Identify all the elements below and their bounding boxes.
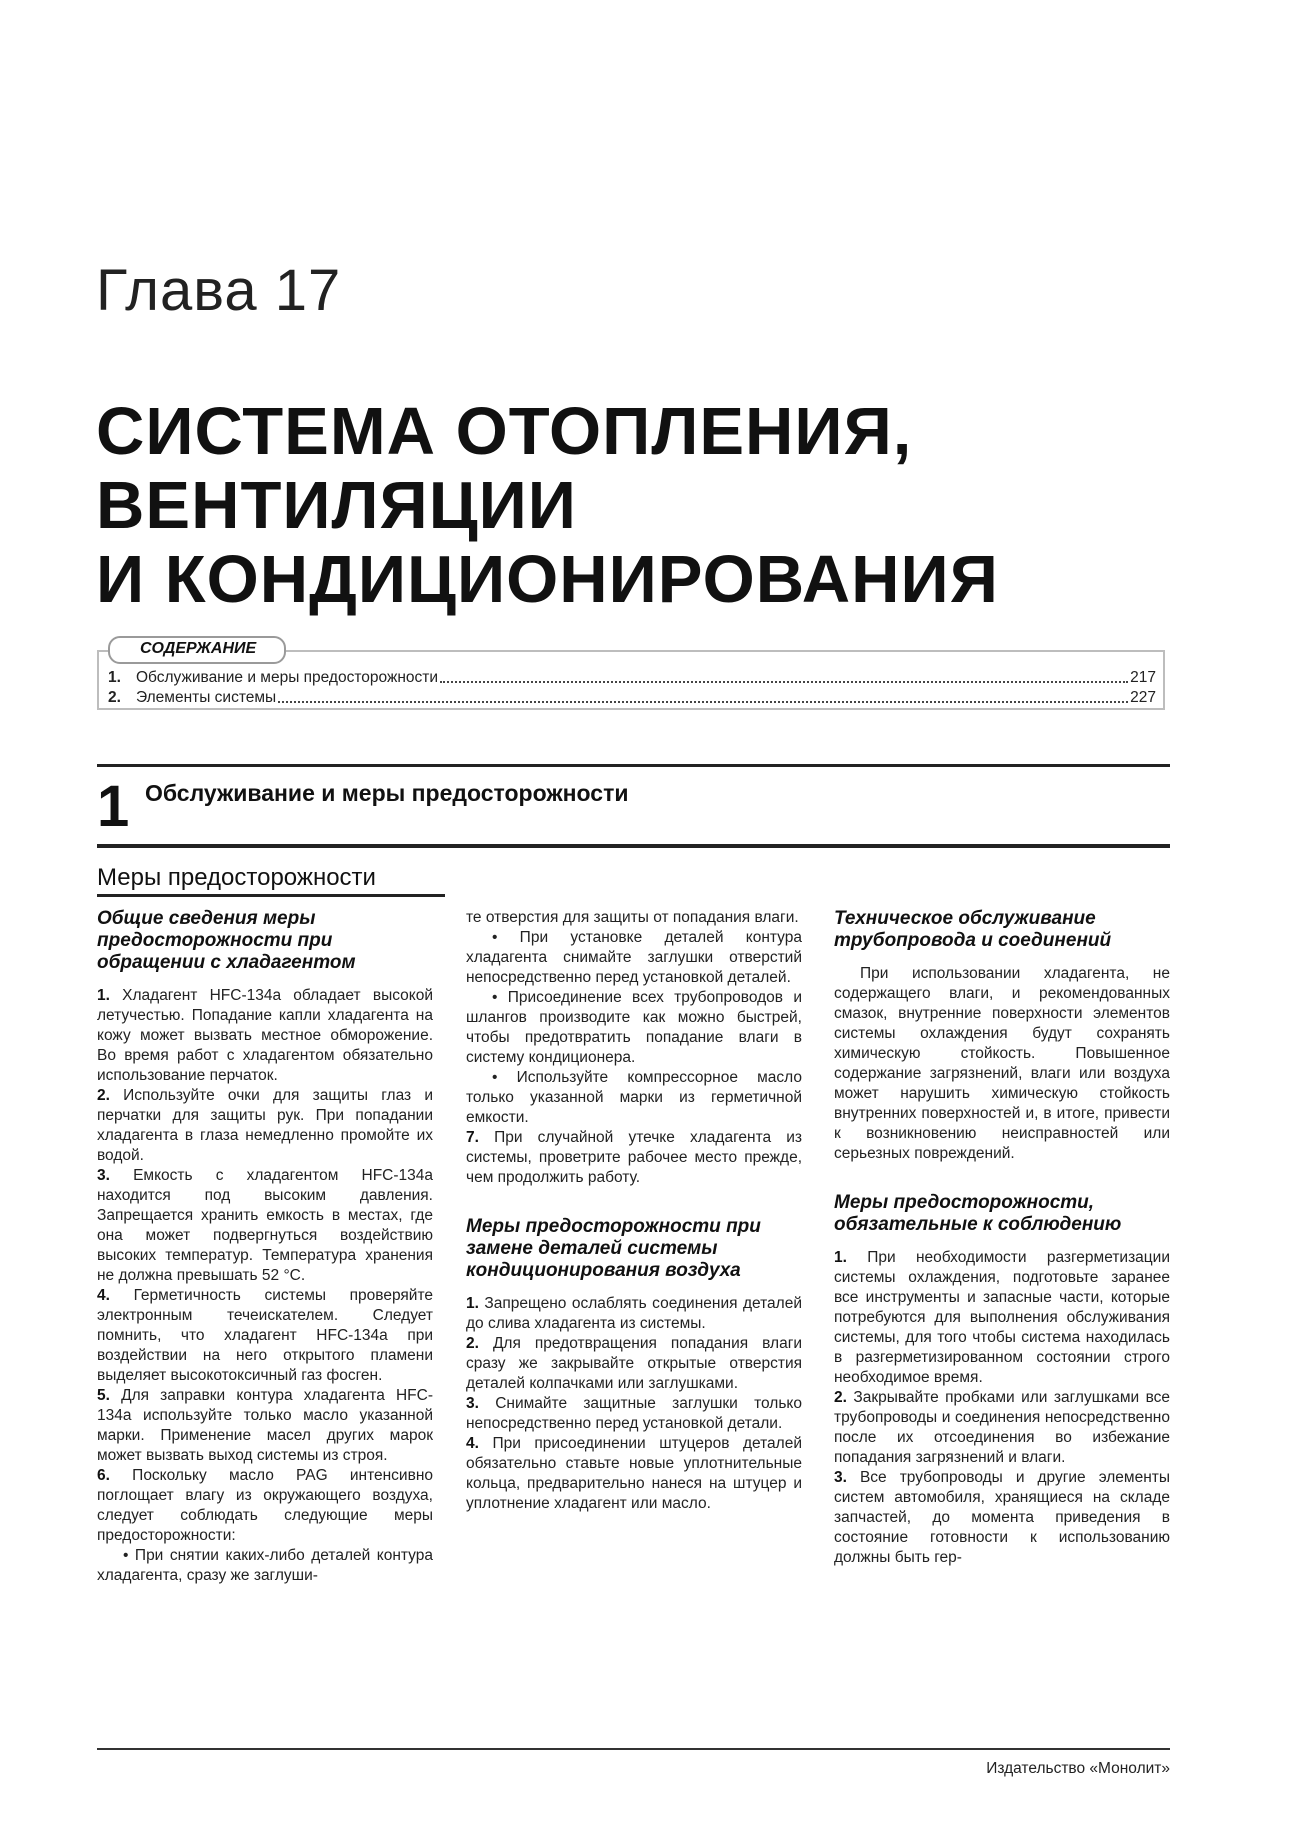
bullet-paragraph: • При снятии каких-либо деталей контура хладагента, сразу же заглуши- [97, 1547, 433, 1584]
title-line: СИСТЕМА ОТОПЛЕНИЯ, [96, 394, 913, 469]
bullet-paragraph: • При установке деталей контура хладагента снимайте заглушки отверстий непосредственно перед установкой деталей. [466, 929, 802, 986]
toc-item-label: Элементы системы [136, 689, 277, 706]
numbered-paragraph: 4. Герметичность системы проверяйте электронным течеискателем. Следует помнить, что хладагент HFC-134a при воздействии на него открытого пламени выделяет высокотоксичный газ фосген. [97, 1287, 433, 1384]
toc-item-number: 1. [108, 669, 121, 686]
numbered-paragraph: 6. Поскольку масло PAG интенсивно поглощает влагу из окружающего воздуха, следует соблюдать следующие меры предосторожности: [97, 1467, 433, 1544]
toc-item-label: Обслуживание и меры предосторожности [136, 669, 439, 686]
chapter-label: Глава 17 [96, 258, 342, 323]
publisher-footer: Издательство «Монолит» [986, 1760, 1170, 1777]
numbered-paragraph: 3. Емкость с хладагентом HFC-134a находится под высоким давления. Запрещается хранить емкость в местах, где она может подвергнуться воздействию высоких температур. Температура хранения не должна превышать 52 °С. [97, 1167, 433, 1284]
column-heading: Техническое обслуживание трубопровода и соединений [834, 908, 1112, 951]
section-top-rule [97, 764, 1170, 767]
column-heading: Общие сведения меры предосторожности при обращении с хладагентом [97, 908, 356, 973]
numbered-paragraph: 3. Снимайте защитные заглушки только непосредственно перед установкой детали. [466, 1395, 802, 1432]
title-line: ВЕНТИЛЯЦИИ [96, 468, 577, 543]
subsection-heading: Меры предосторожности [97, 864, 376, 891]
numbered-paragraph: 5. Для заправки контура хладагента HFC-134a используйте только масло указанной марки. Применение масел других марок может вызвать выход системы из строя. [97, 1387, 433, 1464]
intro-paragraph: При использовании хладагента, не содержащего влаги, и рекомендованных смазок, внутренние поверхности элементов системы охлаждения будут сохранять химическую стойкость. Повышенное содержание загрязнений, влаги или воздуха может нарушить химическую стойкость внутренних поверхностей и, в итоге, привести к возникновению неисправностей или серьезных повреждений. [834, 965, 1170, 1162]
text-column-2 [466, 908, 802, 1514]
continued-paragraph: те отверстия для защиты от попадания влаги. [466, 909, 799, 926]
toc-item[interactable] [108, 687, 1156, 707]
footer-rule [97, 1748, 1170, 1750]
text-column-1 [97, 908, 433, 1586]
toc-heading: СОДЕРЖАНИЕ [108, 636, 286, 664]
toc-leader [278, 701, 1128, 703]
toc-item-number: 2. [108, 689, 121, 706]
text-column-3 [834, 908, 1170, 1568]
numbered-paragraph: 2. Для предотвращения попадания влаги сразу же закрывайте открытые отверстия деталей колпачками или заглушками. [466, 1335, 803, 1392]
numbered-paragraph: 3. Все трубопроводы и другие элементы систем автомобиля, хранящиеся на складе запчастей, до момента приведения в состояние готовности к использованию должны быть гер- [834, 1469, 1171, 1566]
chapter-title [96, 395, 1196, 617]
subsection-rule [97, 894, 445, 897]
numbered-paragraph: 1. Хладагент HFC-134a обладает высокой летучестью. Попадание капли хладагента на кожу может вызвать местное обморожение. Во время работ с хладагентом обязательно использование перчаток. [97, 987, 433, 1084]
numbered-paragraph: 1. При необходимости разгерметизации системы охлаждения, подготовьте заранее все инструменты и запасные части, которые потребуются для выполнения обслуживания системы, для того чтобы система находилась в разгерметизированном состоянии строго необходимое время. [834, 1249, 1170, 1386]
bullet-paragraph: • Присоединение всех трубопроводов и шлангов производите как можно быстрей, чтобы предотвратить попадание влаги в систему кондиционера. [466, 989, 802, 1066]
column-heading: Меры предосторожности при замене деталей системы кондиционирования воздуха [466, 1216, 761, 1281]
numbered-paragraph: 2. Используйте очки для защиты глаз и перчатки для защиты рук. При попадании хладагента в глаза немедленно промойте их водой. [97, 1087, 433, 1164]
section-bottom-rule [97, 844, 1170, 848]
toc-item-page: 217 [1130, 669, 1156, 686]
numbered-paragraph: 7. При случайной утечке хладагента из системы, проветрите рабочее место прежде, чем продолжить работу. [466, 1129, 802, 1186]
column-heading: Меры предосторожности, обязательные к соблюдению [834, 1192, 1122, 1235]
numbered-paragraph: 4. При присоединении штуцеров деталей обязательно ставьте новые уплотнительные кольца, предварительно нанеся на штуцер и уплотнение хладагент или масло. [466, 1435, 802, 1512]
bullet-paragraph: • Используйте компрессорное масло только указанной марки из герметичной емкости. [466, 1069, 802, 1126]
section-title: Обслуживание и меры предосторожности [145, 780, 629, 806]
section-number: 1 [97, 774, 130, 839]
toc-item-page: 227 [1130, 689, 1156, 706]
numbered-paragraph: 1. Запрещено ослаблять соединения деталей до слива хладагента из системы. [466, 1295, 802, 1332]
title-line: И КОНДИЦИОНИРОВАНИЯ [96, 542, 999, 617]
toc-leader [440, 681, 1128, 683]
numbered-paragraph: 2. Закрывайте пробками или заглушками все трубопроводы и соединения непосредственно после их отсоединения во избежание попадания загрязнений и влаги. [834, 1389, 1171, 1466]
toc-item[interactable] [108, 667, 1156, 687]
